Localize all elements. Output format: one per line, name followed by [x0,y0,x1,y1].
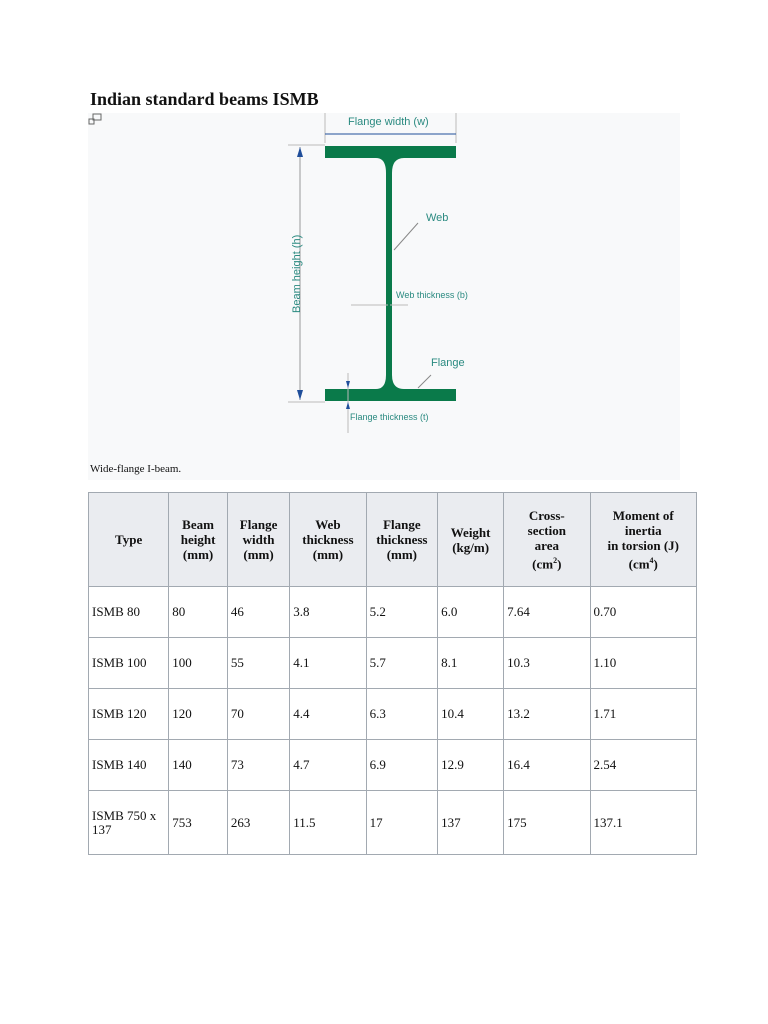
table-cell: 73 [227,740,289,791]
ismb-table [88,492,697,855]
table-cell: 6.0 [438,587,504,638]
table-header-row [89,493,697,587]
table-cell: 263 [227,791,289,855]
table-cell: 5.2 [366,587,438,638]
column-header: Web thickness (mm) [290,493,366,587]
table-cell: 7.64 [504,587,590,638]
table-cell: 1.10 [590,638,697,689]
table-cell: 10.3 [504,638,590,689]
column-header: Beam height (mm) [169,493,228,587]
table-cell: 753 [169,791,228,855]
table-cell: 2.54 [590,740,697,791]
figure-caption: Wide-flange I-beam. [90,463,182,475]
flange-thickness-label: Flange thickness (t) [350,412,429,422]
table-cell: 4.4 [290,689,366,740]
table-cell: 3.8 [290,587,366,638]
table-cell: 137 [438,791,504,855]
web-label: Web [426,212,449,224]
column-header: Moment of inertia in torsion (J) $(cm^4)$ [590,493,697,587]
column-header: Cross- section area $(cm^2)$ [504,493,590,587]
table-cell: 120 [169,689,228,740]
table-cell: 17 [366,791,438,855]
i-beam-figure [88,113,680,480]
table-cell: ISMB 120 [89,689,169,740]
table-cell: 5.7 [366,638,438,689]
table-cell: 70 [227,689,289,740]
table-row [89,791,697,855]
table-row [89,638,697,689]
table-cell: ISMB 140 [89,740,169,791]
table-cell: 12.9 [438,740,504,791]
flange-label: Flange [431,357,465,369]
table-cell: 6.9 [366,740,438,791]
table-cell: 11.5 [290,791,366,855]
i-beam-diagram [88,113,680,480]
table-cell: 46 [227,587,289,638]
table-row [89,740,697,791]
table-cell: 6.3 [366,689,438,740]
page-title: Indian standard beams ISMB [90,89,319,109]
flange-leader [418,375,431,388]
table-cell: 13.2 [504,689,590,740]
table-cell: 80 [169,587,228,638]
table-cell: ISMB 80 [89,587,169,638]
beam-height-label: Beam height (h) [291,234,303,313]
table-cell: 4.7 [290,740,366,791]
column-header: Flange thickness (mm) [366,493,438,587]
table-cell: 137.1 [590,791,697,855]
table-cell: 55 [227,638,289,689]
table-cell: 10.4 [438,689,504,740]
table-cell: 140 [169,740,228,791]
table-cell: 1.71 [590,689,697,740]
enlarge-icon[interactable] [88,113,102,125]
table-cell: 175 [504,791,590,855]
table-row [89,689,697,740]
table-cell: ISMB 750 x 137 [89,791,169,855]
column-header: Type [89,493,169,587]
table-cell: 8.1 [438,638,504,689]
table-row [89,587,697,638]
column-header: Weight (kg/m) [438,493,504,587]
table-cell: 100 [169,638,228,689]
flange-width-label: Flange width (w) [348,116,429,128]
table-cell: ISMB 100 [89,638,169,689]
table-cell: 16.4 [504,740,590,791]
column-header: Flange width (mm) [227,493,289,587]
web-leader [394,223,418,250]
table-cell: 0.70 [590,587,697,638]
web-thickness-label: Web thickness (b) [396,290,468,300]
table-cell: 4.1 [290,638,366,689]
